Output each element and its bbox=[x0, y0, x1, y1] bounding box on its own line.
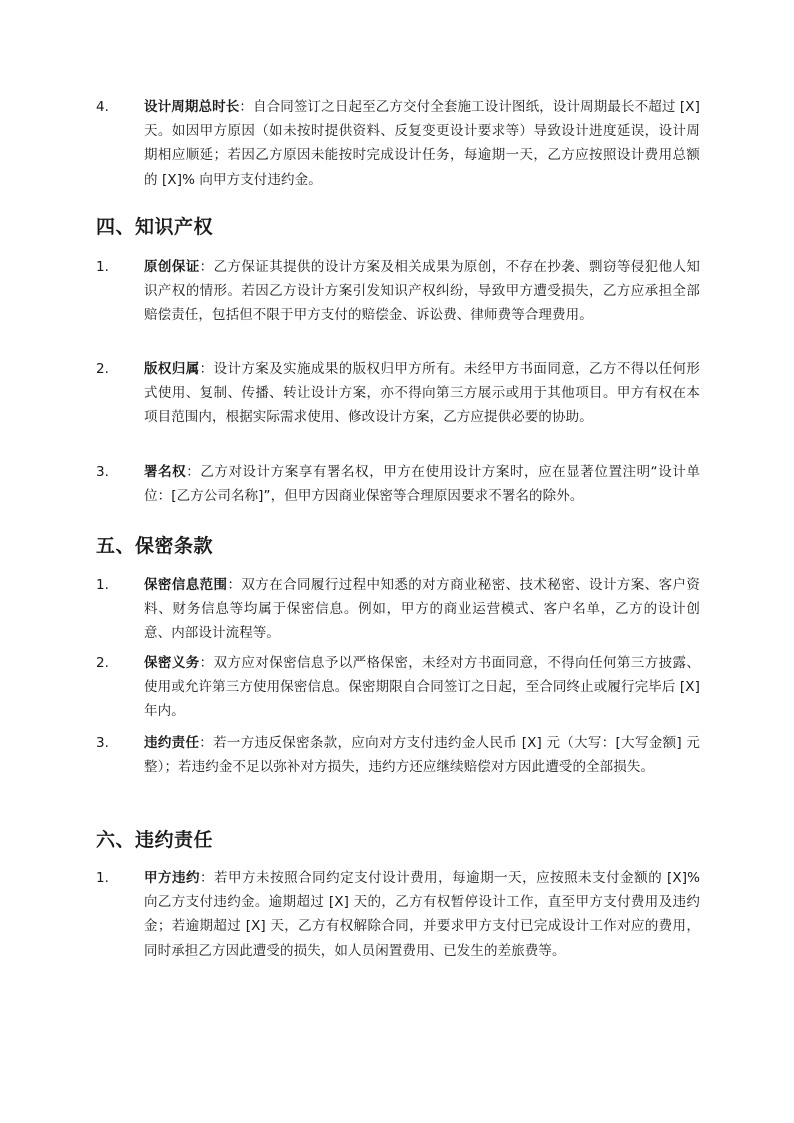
clause-number: 2. bbox=[96, 361, 109, 377]
clause-body: 双方应对保密信息予以严格保密，未经对方书面同意，不得向任何第三方披露、使用或允许第三方使用保密信息。保密期限自合同签订之日起，至合同终止或履行完毕后 [X] 年内。 bbox=[144, 655, 701, 720]
clause-term: 原创保证 bbox=[144, 259, 200, 275]
clause-separator: ： bbox=[227, 577, 242, 593]
clause-text bbox=[144, 866, 700, 963]
clause-separator: ： bbox=[200, 870, 215, 886]
clause-text bbox=[144, 731, 700, 779]
clause-body: 乙方保证其提供的设计方案及相关成果为原创，不存在抄袭、剽窃等侵犯他人知识产权的情形。若因乙方设计方案引发知识产权纠纷，导致甲方遭受损失，乙方应承担全部赔偿责任，包括但不限于甲方支付的赔偿金、诉讼费、律师费等合理费用。 bbox=[144, 259, 701, 324]
clause-text bbox=[144, 651, 700, 724]
clause-number: 3. bbox=[96, 464, 109, 480]
clause-text bbox=[144, 255, 700, 328]
clause-term: 保密义务 bbox=[144, 655, 200, 671]
clause-body: 若一方违反保密条款，应向对方支付违约金人民币 [X] 元（大写：[大写金额] 元整）；若违约金不足以弥补对方损失，违约方还应继续赔偿对方因此遭受的全部损失。 bbox=[144, 735, 700, 776]
section-heading-confidentiality: 五、保密条款 bbox=[96, 535, 214, 557]
clause-body: 双方在合同履行过程中知悉的对方商业秘密、技术秘密、设计方案、客户资料、财务信息等均属于保密信息。例如，甲方的商业运营模式、客户名单，乙方的设计创意、内部设计流程等。 bbox=[144, 577, 700, 642]
section-heading-ip: 四、知识产权 bbox=[96, 216, 214, 238]
clause-text bbox=[144, 460, 700, 508]
clause-number: 1. bbox=[96, 577, 109, 593]
clause-body: 自合同签订之日起至乙方交付全套施工设计图纸，设计周期最长不超过 [X] 天。如因甲方原因（如未按时提供资料、反复变更设计要求等）导致设计进度延误，设计周期相应顺延；若因乙方原因未能按时完成设计任务，每逾期一天，乙方应按照设计费用总额的 [X]% 向甲方支付违约金。 bbox=[144, 99, 701, 188]
clause-number: 3. bbox=[96, 735, 109, 751]
clause-term: 版权归属 bbox=[144, 361, 200, 377]
clause-text bbox=[144, 573, 700, 646]
clause-number: 1. bbox=[96, 870, 109, 886]
clause-number: 4. bbox=[96, 99, 109, 115]
section-heading-breach: 六、违约责任 bbox=[96, 829, 214, 851]
clause-separator: ： bbox=[199, 259, 214, 275]
clause-separator: ： bbox=[199, 735, 214, 751]
clause-body: 设计方案及实施成果的版权归甲方所有。未经甲方书面同意，乙方不得以任何形式使用、复制、传播、转让设计方案，亦不得向第三方展示或用于其他项目。甲方有权在本项目范围内，根据实际需求使用、修改设计方案，乙方应提供必要的协助。 bbox=[144, 361, 701, 426]
clause-term: 违约责任 bbox=[144, 735, 200, 751]
clause-body: 若甲方未按照合同约定支付设计费用，每逾期一天，应按照未支付金额的 [X]% 向乙方支付违约金。逾期超过 [X] 天的，乙方有权暂停设计工作，直至甲方支付费用及违约金；若逾期超过 [X] 天，乙方有权解除合同，并要求甲方支付已完成设计工作对应的费用，同时承担乙方因此遭受的损失，如人员闲置费用、已发生的差旅费等。 bbox=[144, 870, 700, 959]
clause-number: 1. bbox=[96, 259, 109, 275]
clause-text bbox=[144, 357, 700, 430]
clause-number: 2. bbox=[96, 655, 109, 671]
clause-separator: ： bbox=[199, 361, 214, 377]
clause-separator: ： bbox=[239, 99, 254, 115]
clause-term: 甲方违约 bbox=[144, 870, 201, 886]
clause-separator: ： bbox=[186, 464, 201, 480]
clause-text bbox=[144, 95, 700, 192]
clause-term: 保密信息范围 bbox=[144, 577, 228, 593]
clause-term: 署名权 bbox=[144, 464, 187, 480]
clause-separator: ： bbox=[199, 655, 214, 671]
clause-body: 乙方对设计方案享有署名权，甲方在使用设计方案时，应在显著位置注明“设计单位：[乙方公司名称]”，但甲方因商业保密等合理原因要求不署名的除外。 bbox=[144, 464, 700, 505]
clause-term: 设计周期总时长 bbox=[144, 99, 240, 115]
